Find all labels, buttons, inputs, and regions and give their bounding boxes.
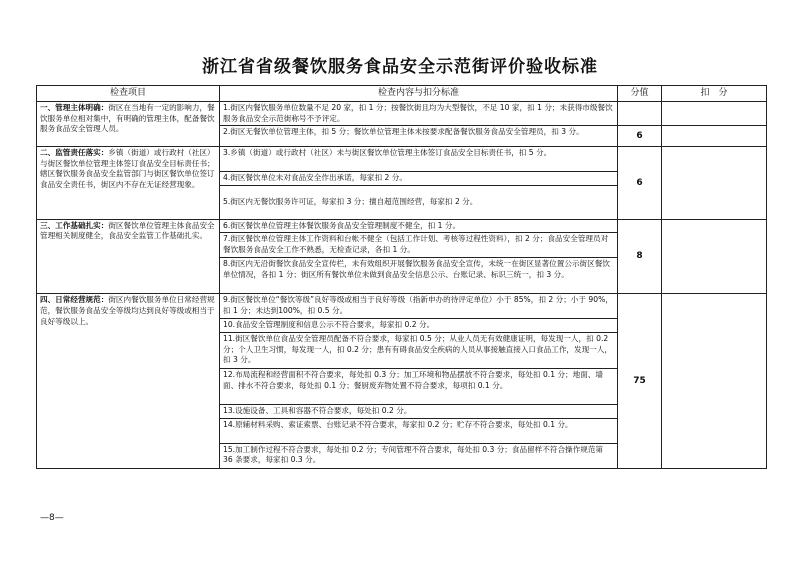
criterion: 8.街区内无沿街餐饮食品安全宣传栏，未有效组织开展餐饮服务食品安全宣传，未统一在街区显著位置公示街区餐饮单位情况，各扣 1 分；街区所有餐饮单位未做到食品安全信息公示、台账记录、标识三统一，扣 3 分。: [220, 258, 618, 294]
criterion: 5.街区内无餐饮服务许可证，每家扣 3 分；擅自超范围经营，每家扣 2 分。: [220, 185, 618, 219]
table-row: [37, 294, 767, 319]
standards-table: [36, 85, 767, 469]
header-score: 分值: [618, 86, 662, 102]
score-value: 75: [618, 294, 662, 468]
group-item: [37, 102, 220, 147]
group-text: 乡镇（街道）或行政村（社区）与街区餐饮单位管理主体签订食品安全目标责任书；辖区餐饮服务食品安全监管部门与街区餐饮单位签订食品安全责任书，街区内不存在无证经营现象。: [40, 148, 215, 189]
criterion: 12.布局流程和经营面积不符合要求，每处扣 0.3 分；加工环境和物品摆放不符合要求，每处扣 0.1 分；地面、墙面、排水不符合要求，每处扣 0.1 分；餐厨废弃物处置不符合要求，每项扣 0.1 分。: [220, 368, 618, 404]
group-heading: 二、监管责任落实：: [40, 148, 109, 158]
header-content: 检查内容与扣分标准: [220, 86, 618, 102]
group-text: 街区内餐饮服务单位日常经营规范，餐饮服务食品安全等级均达到良好等级或相当于良好等级以上。: [40, 295, 215, 326]
deduct-cell: [662, 102, 767, 126]
group-heading: 三、工作基础扎实：: [40, 220, 109, 230]
header-deduct: 扣 分: [662, 86, 767, 102]
criterion: 4.街区餐饮单位未对食品安全作出承诺，每家扣 2 分。: [220, 172, 618, 186]
criterion: 7.街区餐饮单位管理主体工作资料和台帐不健全（包括工作计划、考核等过程性资料），扣 2 分；食品安全管理员对餐饮服务食品安全工作不熟悉，无检查记录，各扣 1 分。: [220, 233, 618, 258]
group-heading: 四、日常经营规范：: [40, 295, 109, 305]
deduct-cell: [662, 126, 767, 147]
page-number: —8—: [40, 513, 64, 523]
header-item: 检查项目: [37, 86, 220, 102]
criterion: 13.设施设备、工具和容器不符合要求，每处扣 0.2 分。: [220, 404, 618, 418]
criterion: 15.加工制作过程不符合要求，每处扣 0.2 分；专间管理不符合要求，每处扣 0.3 分；食品留样不符合操作规范第 36 条要求，每家扣 0.3 分。: [220, 443, 618, 468]
score-value: 6: [618, 147, 662, 220]
score-cell: [618, 102, 662, 126]
group-text: 街区在当地有一定的影响力，餐饮服务单位相对集中，有明确的管理主体，配备餐饮服务食品安全管理人员。: [40, 103, 215, 134]
criterion: 9.街区餐饮单位“餐饮等级”良好等级或相当于良好等级（指新申办的待评定单位）小于 85%，扣 2 分；小于 90%，扣 1 分；未达到100%，扣 0.5 分。: [220, 294, 618, 319]
criterion: 2.街区无餐饮单位管理主体，扣 5 分；餐饮单位管理主体未按要求配备餐饮服务食品安全管理员，扣 3 分。: [220, 126, 618, 147]
table-row: [37, 219, 767, 233]
deduct-cell: [662, 147, 767, 220]
group-text: 街区餐饮单位管理主体食品安全管理相关制度健全，食品安全监管工作基础扎实。: [40, 220, 215, 241]
deduct-cell: [662, 219, 767, 294]
table-row: [37, 102, 767, 126]
criterion: 1.街区内餐饮服务单位数量不足 20 家，扣 1 分；按餐饮街且均为大型餐饮，不足 10 家，扣 1 分；未获得市级餐饮服务食品安全示范街称号不予评定。: [220, 102, 618, 126]
group-item: [37, 294, 220, 468]
criterion: 10.食品安全管理制度和信息公示不符合要求，每家扣 0.2 分。: [220, 319, 618, 333]
group-heading: 一、管理主体明确：: [40, 103, 109, 112]
deduct-cell: [662, 294, 767, 468]
table-row: [37, 147, 767, 172]
group-item: [37, 219, 220, 294]
criterion: 14.原辅材料采购、索证索票、台账记录不符合要求，每家扣 0.2 分；贮存不符合要求，每处扣 0.1 分。: [220, 418, 618, 443]
table-header-row: [37, 86, 767, 102]
score-value: 8: [618, 219, 662, 294]
criterion: 3.乡镇（街道）或行政村（社区）未与街区餐饮单位管理主体签订食品安全目标责任书，扣 5 分。: [220, 147, 618, 172]
group-item: [37, 147, 220, 220]
criterion: 11.街区餐饮单位食品安全管理员配备不符合要求，每家扣 0.5 分；从业人员无有效健康证明，每发现一人，扣 0.2 分；个人卫生习惯，每发现一人，扣 0.2 分；患有有碍食品安全疾病的人员从事接触直接入口食品工作，发现一人，扣 3 分。: [220, 332, 618, 368]
criterion: 6.街区餐饮单位管理主体餐饮服务食品安全管理制度不健全，扣 1 分。: [220, 219, 618, 233]
page-title: 浙江省省级餐饮服务食品安全示范街评价验收标准: [202, 57, 598, 77]
score-value: 6: [618, 126, 662, 147]
